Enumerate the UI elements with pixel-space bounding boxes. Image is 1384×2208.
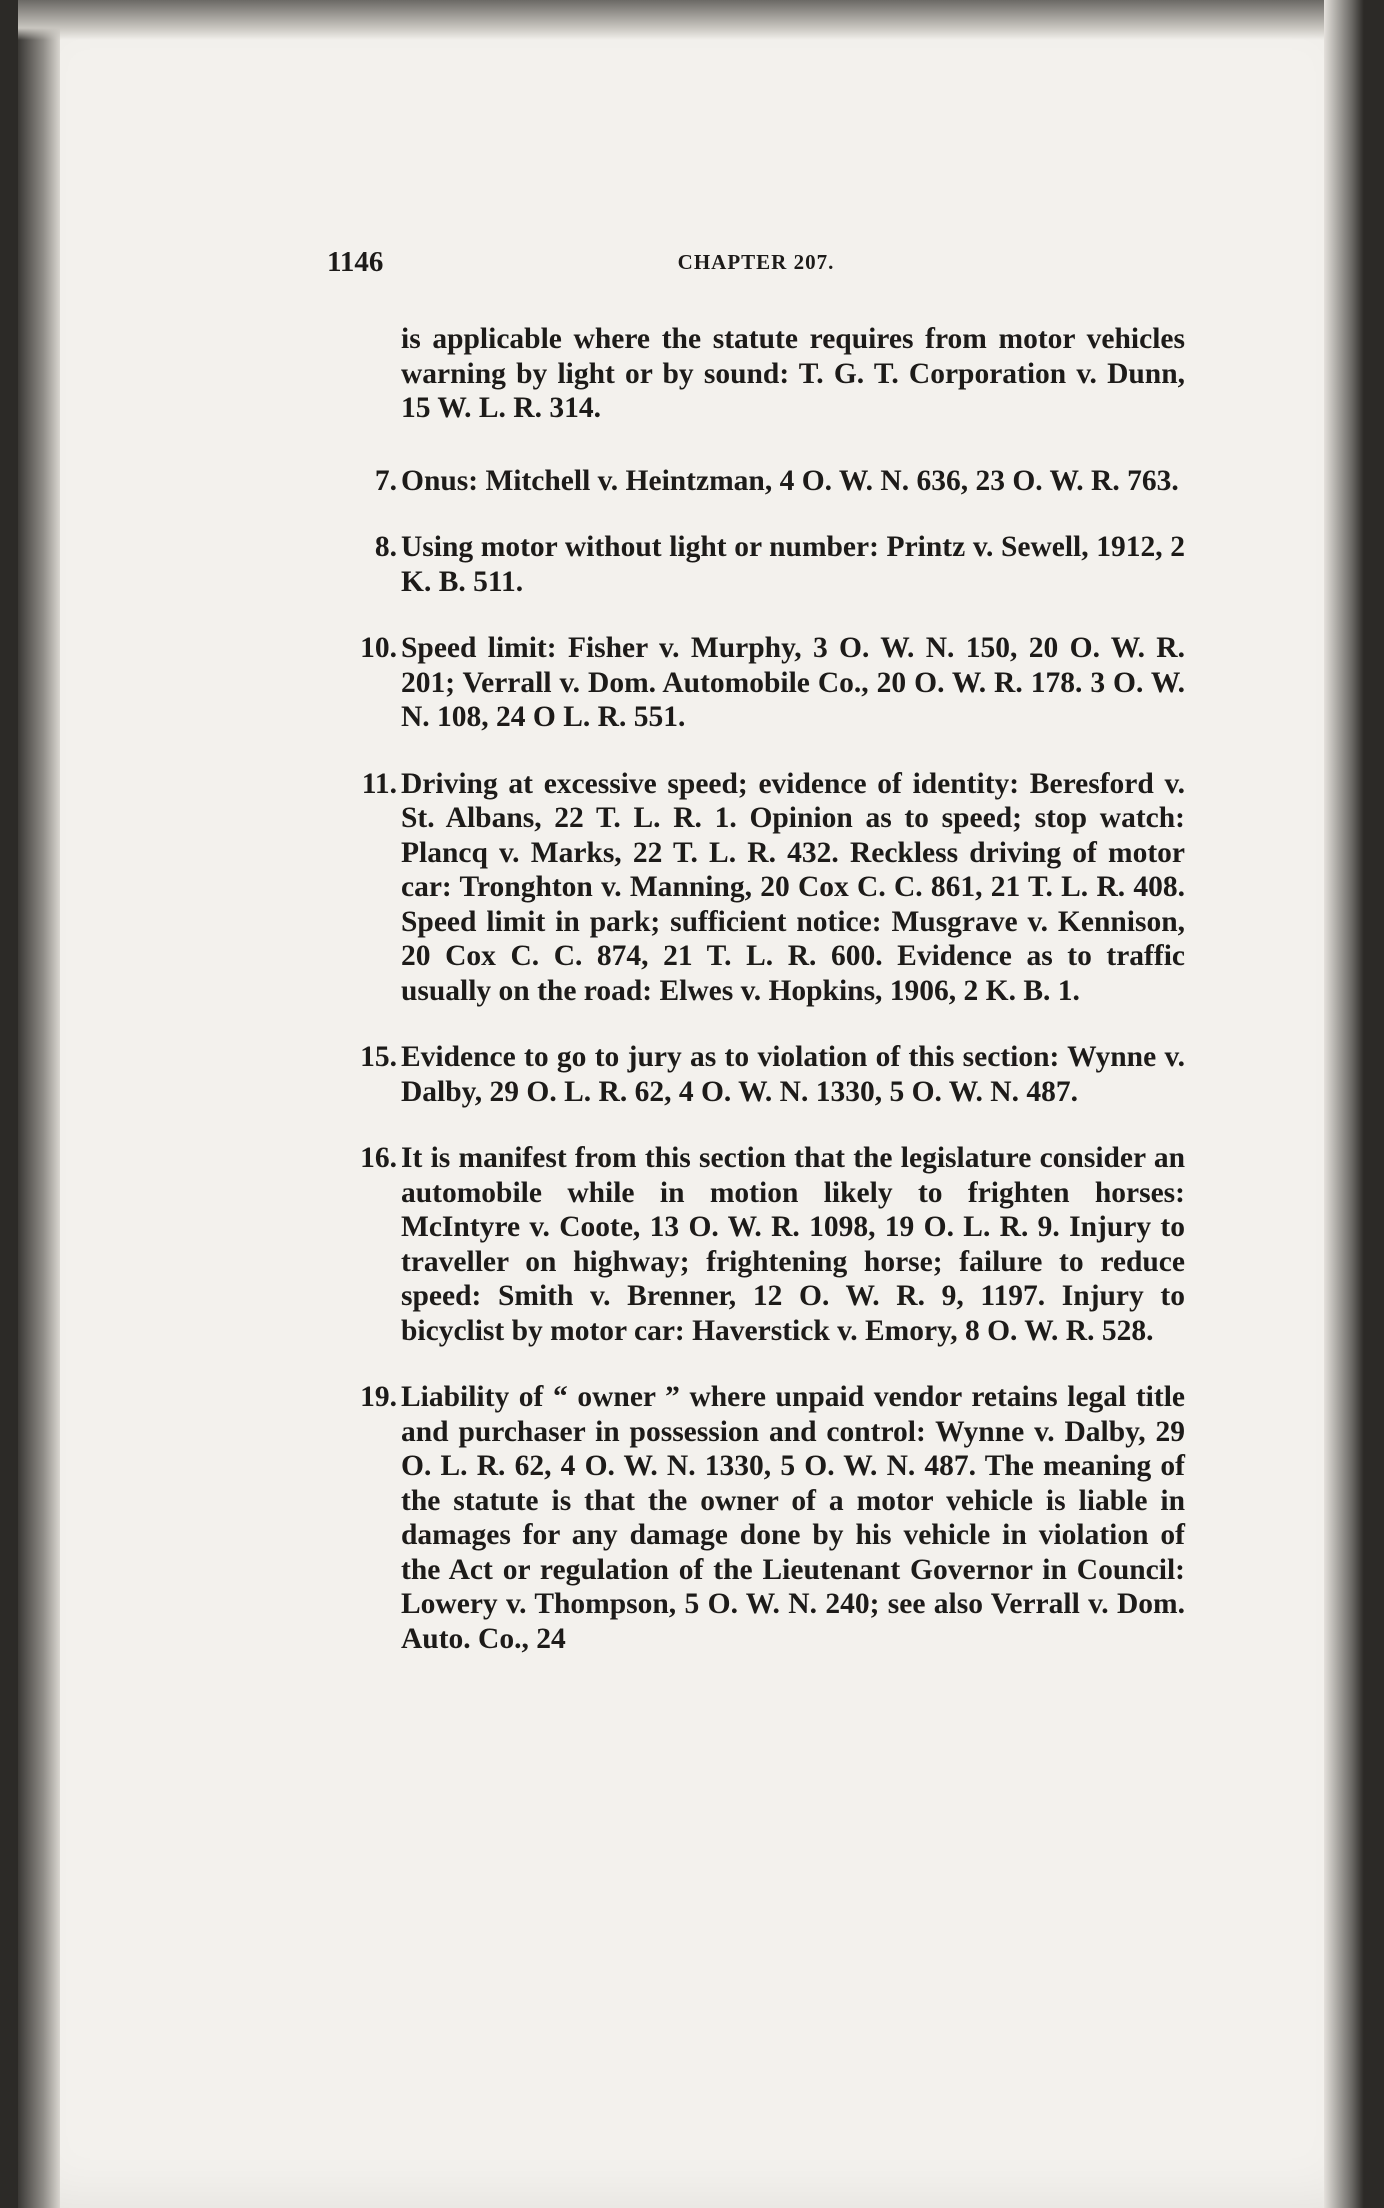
note-number: 11. [361, 767, 397, 800]
continuation-paragraph: is applicable where the statute requires from motor vehicles warning by light or by sound: T. G. T. Corporation v. Dunn, 15 W. L. R. 314. [401, 323, 1185, 424]
note-text: Using motor without light or number: Printz v. Sewell, 1912, 2 K. B. 511. [401, 531, 1185, 598]
page-top-edge [18, 0, 1364, 40]
note-text: Onus: Mitchell v. Heintzman, 4 O. W. N. 636, 23 O. W. R. 763. [401, 464, 1179, 497]
note-text: Speed limit: Fisher v. Murphy, 3 O. W. N. 150, 20 O. W. R. 201; Verrall v. Dom. Automobile Co., 20 O. W. R. 178. 3 O. W. N. 108, 24 O L. R. 551. [401, 632, 1185, 733]
note-number: 16. [360, 1142, 397, 1174]
page-right-edge [1324, 0, 1364, 2208]
note-number: 15. [360, 1041, 397, 1073]
note-paragraph [327, 1380, 1185, 1656]
page-binding-edge [18, 0, 60, 2208]
note-number: 19. [360, 1381, 397, 1413]
note-text: It is manifest from this section that the legislature consider an automobile while in motion likely to frighten horses: McIntyre v. Coote, 13 O. W. R. 1098, 19 O. L. R. 9. Injury to traveller on highway; frightening horse; failure to reduce speed: Smith v. Brenner, 12 O. W. R. 9, 1197. Injury to bicyclist by motor car: Haverstick v. Emory, 8 O. W. R. 528. [401, 1142, 1185, 1347]
note-paragraph [327, 1040, 1185, 1109]
note-paragraph [327, 1141, 1185, 1348]
note-paragraph [327, 767, 1185, 1009]
running-header [327, 246, 1185, 280]
note-text: Liability of “ owner ” where unpaid vendor retains legal title and purchaser in possession and control: Wynne v. Dalby, 29 O. L. R. 62, 4 O. W. N. 1330, 5 O. W. N. 487. The meaning of the statute is that the owner of a motor vehicle is liable in damages for any damage done by his vehicle in violation of the Act or regulation of the Lieutenant Governor in Council: Lowery v. Thompson, 5 O. W. N. 240; see also Verrall v. Dom. Auto. Co., 24 [401, 1381, 1185, 1655]
note-paragraph [327, 631, 1185, 735]
annotation-body [327, 322, 1185, 1656]
note-paragraph [327, 464, 1185, 499]
note-paragraph [327, 530, 1185, 599]
page-number: 1146 [327, 246, 384, 278]
note-number: 10. [360, 632, 397, 664]
note-text: Driving at excessive speed; evidence of identity: Beresford v. St. Albans, 22 T. L. R. 1. Opinion as to speed; stop watch: Plancq v. Marks, 22 T. L. R. 432. Reckless driving of motor car: Tronghton v. Manning, 20 Cox C. C. 861, 21 T. L. R. 408. Speed limit in park; sufficient notice: Musgrave v. Kennison, 20 Cox C. C. 874, 21 T. L. R. 600. Evidence as to traffic usually on the road: Elwes v. Hopkins, 1906, 2 K. B. 1. [401, 767, 1185, 1007]
note-number: 8. [374, 531, 397, 563]
note-text: Evidence to go to jury as to violation of this section: Wynne v. Dalby, 29 O. L. R. 62, 4 O. W. N. 1330, 5 O. W. N. 487. [401, 1041, 1185, 1108]
chapter-title: CHAPTER 207. [677, 250, 835, 274]
note-number: 7. [374, 464, 397, 497]
